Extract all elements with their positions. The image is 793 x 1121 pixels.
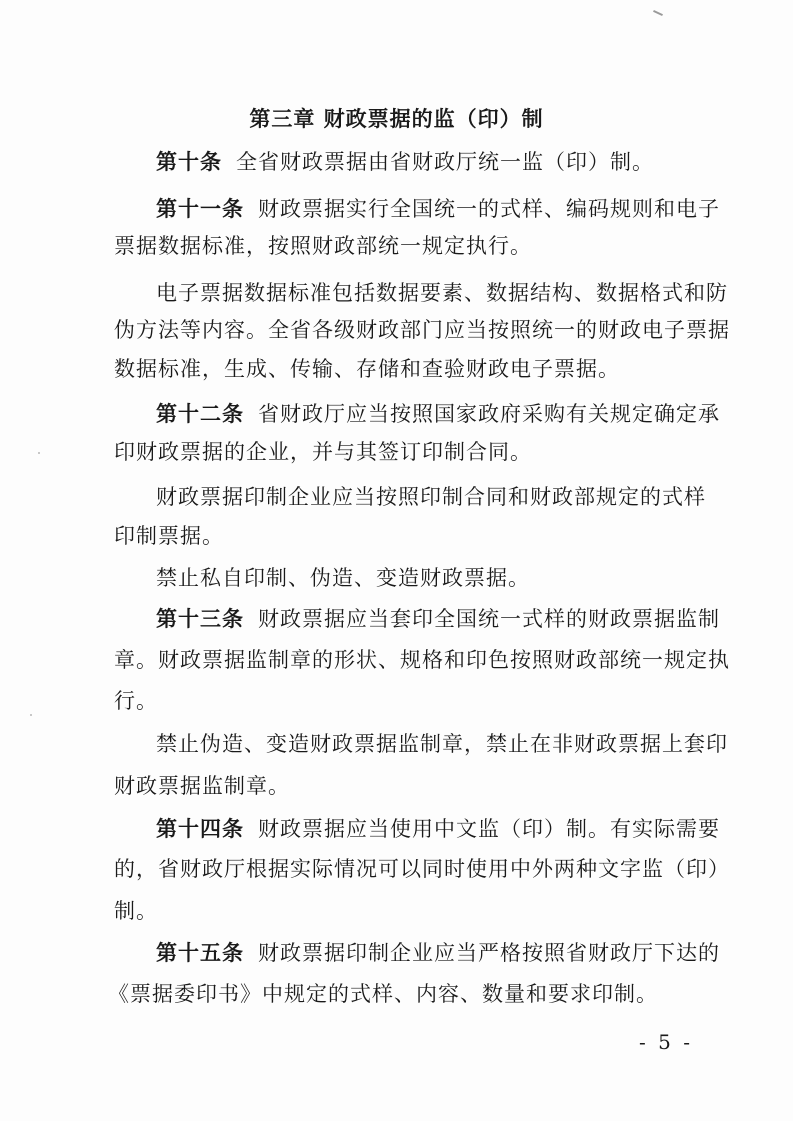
article-11-p2-line-3: 数据标准，生成、传输、存储和查验财政电子票据。: [114, 357, 620, 381]
article-14-label: 第十四条: [156, 817, 244, 841]
article-10-line-1: [156, 148, 654, 176]
article-12-p2-line-1: 财政票据印制企业应当按照印制合同和财政部规定的式样: [156, 485, 706, 509]
article-11-text: 财政票据实行全国统一的式样、编码规则和电子: [258, 197, 720, 221]
article-13-label: 第十三条: [156, 607, 244, 631]
article-15-line-1: [156, 939, 720, 967]
article-10-text: 全省财政票据由省财政厅统一监（印）制。: [236, 150, 654, 174]
chapter-title: 第三章 财政票据的监（印）制: [249, 107, 544, 131]
article-14-line-1: [156, 815, 720, 843]
article-12-line-1: [156, 400, 720, 428]
article-13-line-3: 行。: [114, 689, 158, 713]
article-11-line-2: 票据数据标准，按照财政部统一规定执行。: [114, 234, 532, 258]
article-15-text: 财政票据印制企业应当严格按照省财政厅下达的: [258, 941, 720, 965]
article-14-line-2: 的，省财政厅根据实际情况可以同时使用中外两种文字监（印）: [114, 857, 730, 881]
article-13-p2-line-1: 禁止伪造、变造财政票据监制章，禁止在非财政票据上套印: [156, 732, 728, 756]
article-14-line-3: 制。: [114, 899, 158, 923]
article-11-p2-line-1: 电子票据数据标准包括数据要素、数据结构、数据格式和防: [156, 281, 728, 305]
article-12-label: 第十二条: [156, 402, 244, 426]
article-12-p2-line-2: 印制票据。: [114, 524, 224, 548]
article-10-label: 第十条: [156, 150, 222, 174]
article-13-line-1: [156, 605, 720, 633]
scan-dot: [38, 452, 40, 454]
page-number: - 5 -: [639, 1030, 693, 1054]
article-12-text: 省财政厅应当按照国家政府采购有关规定确定承: [258, 402, 720, 426]
article-15-label: 第十五条: [156, 941, 244, 965]
article-13-line-2: 章。财政票据监制章的形状、规格和印色按照财政部统一规定执: [114, 648, 730, 672]
article-12-line-2: 印财政票据的企业，并与其签订印制合同。: [114, 440, 532, 464]
scan-dot: [30, 714, 32, 716]
article-13-text: 财政票据应当套印全国统一式样的财政票据监制: [258, 607, 720, 631]
article-13-p2-line-2: 财政票据监制章。: [114, 774, 290, 798]
article-12-p3-line-1: 禁止私自印制、伪造、变造财政票据。: [156, 566, 530, 590]
article-14-text: 财政票据应当使用中文监（印）制。有实际需要: [258, 817, 720, 841]
article-11-p2-line-2: 伪方法等内容。全省各级财政部门应当按照统一的财政电子票据: [114, 318, 730, 342]
article-11-line-1: [156, 195, 720, 223]
article-11-label: 第十一条: [156, 197, 244, 221]
article-15-line-2: 《票据委印书》中规定的式样、内容、数量和要求印制。: [108, 982, 658, 1006]
scan-mark: [653, 10, 663, 16]
